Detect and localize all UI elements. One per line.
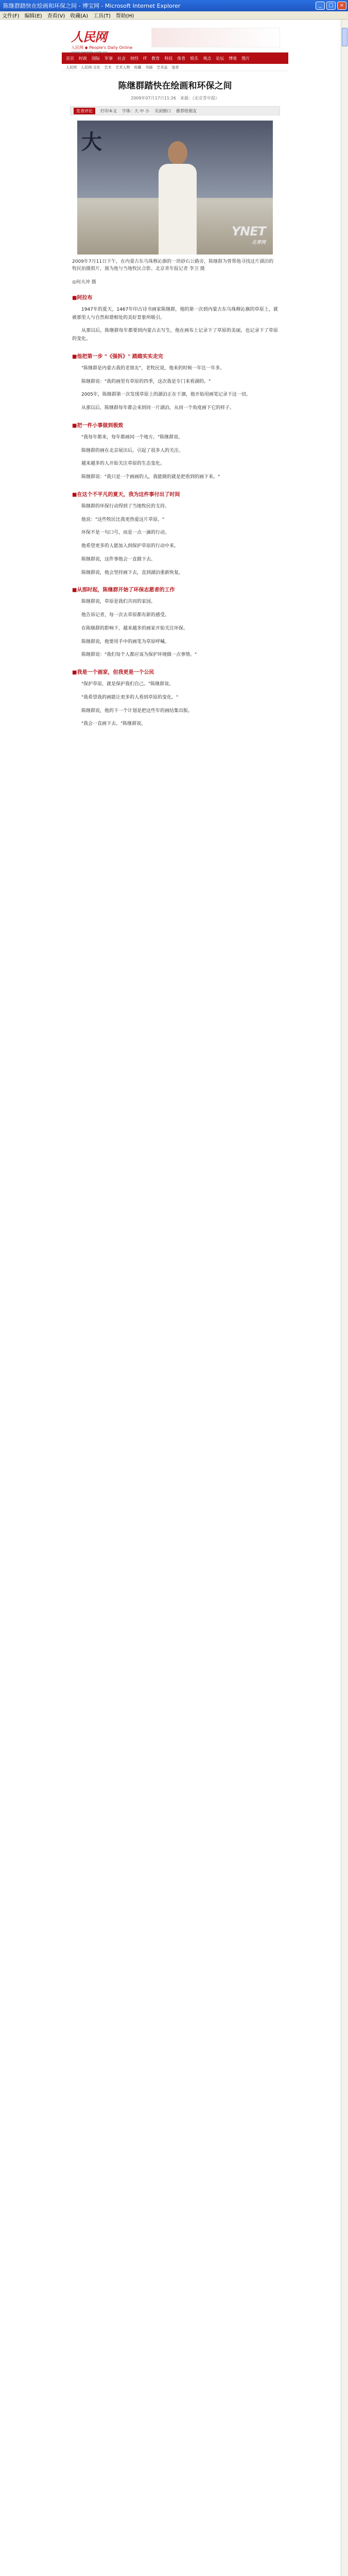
nav-item[interactable]: 娱乐 <box>190 56 199 61</box>
photo-slogan: 大 <box>81 130 105 154</box>
article-paragraph: 陈继群说，草原是我们共同的家园。 <box>81 599 156 605</box>
site-header <box>62 20 288 53</box>
minimize-icon[interactable]: _ <box>316 2 325 10</box>
article-paragraph: 陈继群的环保行动得到了当地牧民的支持。 <box>81 503 170 509</box>
menu-favorites[interactable]: 收藏(A) <box>70 13 88 19</box>
section-heading: ■在这个不平凡的夏天，我为这件事付出了时间 <box>72 492 180 498</box>
article-meta: 2009年07月17日11:26 来源：《北京青年报》 <box>131 96 219 100</box>
window-titlebar <box>0 0 348 11</box>
article-paragraph: 陈继群的画在北京展出后，引起了很多人的关注。 <box>81 448 184 453</box>
section-heading: ■阿拉布 <box>72 295 93 301</box>
section-heading: ■他把第一步 "《强拆》" 踏踏实实走完 <box>72 353 163 360</box>
nav-item[interactable]: 论坛 <box>216 56 224 61</box>
article-paragraph: 从那以后，陈继群每年都要到内蒙古去写生，他在画布上记录下了草原的美丽，也记录下了草原的变化。 <box>72 328 278 342</box>
nav-item[interactable]: 科技 <box>164 56 173 61</box>
menu-help[interactable]: 帮助(H) <box>115 13 134 19</box>
nav-item[interactable]: 博客 <box>229 56 237 61</box>
article-paragraph: 陈继群说，他的下一个计划是把这些年的画结集出版。 <box>81 708 193 714</box>
menu-file[interactable]: 文件(F) <box>2 13 20 19</box>
section-heading: ■把一件小事做到极致 <box>72 422 124 429</box>
nav-item[interactable]: 社会 <box>117 56 126 61</box>
scrollbar-thumb[interactable] <box>342 28 347 46</box>
article-paragraph: "陈继群是内蒙古我的老朋友"，老牧民说，他来的时候一年比一年多。 <box>81 365 225 371</box>
print-button[interactable]: 打印本文 <box>100 108 117 113</box>
logo-url: www.people.com.cn <box>71 50 108 55</box>
breadcrumb-item[interactable]: 艺术品 <box>156 65 168 70</box>
article-paragraph: "保护草原，就是保护我们自己。"陈继群说。 <box>81 682 174 687</box>
nav-item[interactable]: 时政 <box>79 56 87 61</box>
article-body <box>62 293 288 728</box>
article-photo <box>77 121 273 255</box>
article-paragraph: 1947年的夏天，1467年印古诗书画家陈继群，他的第一次到内蒙古东乌珠穆沁旗的草原上，就被那里人与自然和谐相处的美好景象所吸引。 <box>72 307 278 320</box>
article-title: 陈继群踏快在绘画和环保之间 <box>118 81 232 91</box>
article-paragraph: 在陈继群的影响下，越来越多的画家开始关注环保。 <box>81 625 188 631</box>
article-paragraph: 他告诉记者，每一次去草原都有新的感受。 <box>81 613 170 618</box>
breadcrumb-item[interactable]: 艺术人物 <box>115 65 130 70</box>
photo-watermark <box>232 224 266 245</box>
person-body <box>159 164 197 255</box>
photo-person <box>154 141 201 255</box>
article-paragraph: 陈继群说："我只是一个画画的人，我能做的就是把看到的画下来。" <box>81 474 220 480</box>
web-page <box>62 20 288 2576</box>
close-window-button[interactable]: 关闭窗口 <box>154 108 171 113</box>
nav-item[interactable]: 军事 <box>105 56 113 61</box>
section-heading: ■我是一个画家，但我更是一个公民 <box>72 670 154 676</box>
article-paragraph: 越来越多的人开始关注草原的生态变化。 <box>81 461 165 467</box>
nav-item[interactable]: 体育 <box>177 56 186 61</box>
article-paragraph: 陈继群说，他会坚持画下去，直到湖泊重新恢复。 <box>81 570 184 575</box>
article-paragraph: 他希望更多的人能加入到保护草原的行动中来。 <box>81 544 179 549</box>
article-toolbar <box>70 106 280 115</box>
article-paragraph: 他说："这些牧民比我更热爱这片草原。" <box>81 517 165 522</box>
breadcrumb-item[interactable]: 书画 <box>145 65 153 70</box>
vertical-scrollbar[interactable] <box>341 20 348 2576</box>
nav-item[interactable]: 首页 <box>66 56 74 61</box>
menu-edit[interactable]: 编辑(E) <box>24 13 42 19</box>
article-paragraph: "我会一直画下去。"陈继群说。 <box>81 721 146 727</box>
watermark-text: YNET <box>231 224 266 239</box>
maximize-icon[interactable]: □ <box>326 2 336 10</box>
logo-sub: 人民网 ◆ People's Daily Online <box>71 45 133 50</box>
breadcrumb-item[interactable]: 鉴赏 <box>171 65 179 70</box>
nav-item[interactable]: IT <box>143 56 147 61</box>
window-title: 陈继群踏快在绘画和环保之间 - 博宝网 - Microsoft Internet Explorer <box>3 3 181 9</box>
breadcrumb-item[interactable]: 人民网-文化 <box>81 65 100 70</box>
article-paragraph: "我希望我的画能让更多的人看到草原的变化。" <box>81 694 179 700</box>
section-heading: ■从那时起，陈继群开始了环保志愿者的工作 <box>72 587 175 594</box>
breadcrumb-item[interactable]: 艺术 <box>104 65 112 70</box>
nav-item[interactable]: 图片 <box>241 56 250 61</box>
site-logo[interactable] <box>71 27 132 55</box>
article-paragraph: 陈继群说，这件事他会一直做下去。 <box>81 556 156 562</box>
font-size-control[interactable]: 字体：大 中 小 <box>122 108 150 113</box>
menu-tools[interactable]: 工具(T) <box>93 13 111 19</box>
photo-source: ◎何夫冲 摄 <box>72 279 96 285</box>
menu-view[interactable]: 查看(V) <box>47 13 65 19</box>
breadcrumb-item[interactable]: 人民网 <box>66 65 77 70</box>
article-paragraph: "我每年都来，每年都画同一个地方。"陈继群说。 <box>81 434 183 440</box>
photo-caption: 2009年7月11日下午，在内蒙古东乌珠穆沁旗的一块砂石公路旁，陈继群为曾帮他寻找这片湖泊的牧民拍摄照片，图为他与当地牧民合影。北京青年报记者 李卫 摄 <box>72 259 274 272</box>
header-banner[interactable] <box>151 28 280 47</box>
article-paragraph: 2005年，陈继群第一次发现草原上的湖泊正在干涸，他开始用画笔记录下这一切。 <box>81 392 251 398</box>
article-paragraph: 从那以后，陈继群每年都会来到同一片湖泊，从同一个角度画下它的样子。 <box>81 405 235 411</box>
menu-bar <box>0 11 348 20</box>
article-paragraph: 陈继群说，他要用手中的画笔为草原呼喊。 <box>81 639 170 645</box>
article-paragraph: 环保不是一句口号，而是一点一滴的行动。 <box>81 530 170 536</box>
close-icon[interactable]: × <box>337 2 346 10</box>
breadcrumb <box>62 64 288 71</box>
comment-button[interactable]: 发表评论 <box>74 108 95 114</box>
nav-item[interactable]: 国际 <box>92 56 100 61</box>
logo-brand: 人民网 <box>71 29 107 44</box>
recommend-button[interactable]: 推荐给朋友 <box>176 108 197 113</box>
nav-item[interactable]: 教育 <box>151 56 160 61</box>
article-paragraph: 陈继群说："我们每个人都应该为保护环境做一点事情。" <box>81 652 197 658</box>
nav-item[interactable]: 财经 <box>130 56 138 61</box>
watermark-sub: 北青网 <box>251 240 266 245</box>
nav-item[interactable]: 观点 <box>203 56 212 61</box>
person-head <box>168 141 187 165</box>
article-paragraph: 陈继群说："我的画里有草原的四季，这次我是专门来看湖的。" <box>81 379 211 384</box>
breadcrumb-item[interactable]: 收藏 <box>134 65 142 70</box>
